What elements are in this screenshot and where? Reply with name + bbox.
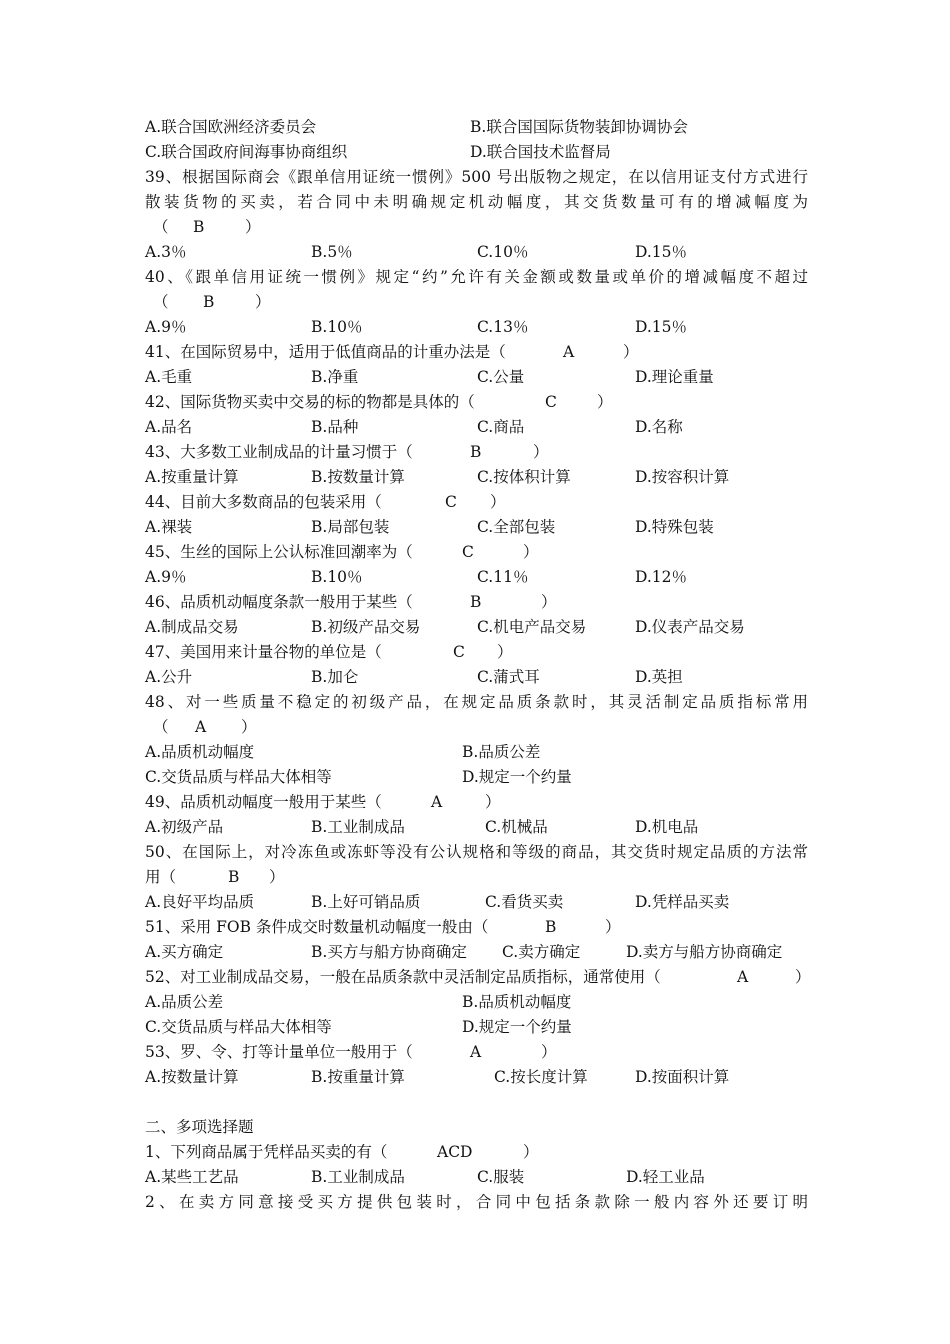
question-52-options-cont bbox=[145, 1015, 808, 1040]
answer: B bbox=[203, 293, 215, 311]
question-text: 47、美国用来计量谷物的单位是（ bbox=[145, 643, 382, 661]
question-39-text: 39、根据国际商会《跟单信用证统一惯例》500 号出版物之规定，在以信用证支付方式进行 bbox=[145, 168, 808, 186]
answer: C bbox=[445, 493, 457, 511]
question-text: 44、目前大多数商品的包装采用（ bbox=[145, 493, 382, 511]
question-47 bbox=[145, 640, 808, 665]
option-c: C.按体积计算 bbox=[477, 468, 571, 486]
question-39-options bbox=[145, 240, 808, 265]
question-52-options bbox=[145, 990, 808, 1015]
paren-close: ） bbox=[623, 343, 639, 361]
section-heading: 二、多项选择题 bbox=[145, 1118, 254, 1136]
answer: A bbox=[431, 793, 443, 811]
option-c: C.交货品质与样品大体相等 bbox=[145, 1018, 332, 1036]
answer: B bbox=[193, 218, 205, 236]
question-44 bbox=[145, 490, 808, 515]
option-a: A.按数量计算 bbox=[145, 1068, 239, 1086]
option-d: D.名称 bbox=[635, 418, 683, 436]
option-b: B.工业制成品 bbox=[311, 818, 405, 836]
option-c: C.机械品 bbox=[485, 818, 548, 836]
option-a: A.品质机动幅度 bbox=[145, 743, 255, 761]
answer: A bbox=[470, 1043, 482, 1061]
option-b: B.买方与船方协商确定 bbox=[311, 943, 467, 961]
option-b: B.初级产品交易 bbox=[311, 618, 421, 636]
option-b: B.10％ bbox=[311, 318, 363, 336]
paren-close: ） bbox=[245, 218, 261, 236]
answer: A bbox=[563, 343, 575, 361]
option-a: A.9％ bbox=[145, 568, 187, 586]
question-51-options bbox=[145, 940, 808, 965]
question-text: 52、对工业制成品交易，一般在品质条款中灵活制定品质指标，通常使用（ bbox=[145, 968, 661, 986]
question-text: 46、品质机动幅度条款一般用于某些（ bbox=[145, 593, 413, 611]
option-a: A.某些工艺品 bbox=[145, 1168, 239, 1186]
answer: B bbox=[470, 593, 482, 611]
option-d: D.凭样品买卖 bbox=[635, 893, 730, 911]
question-51 bbox=[145, 915, 808, 940]
question-48-options bbox=[145, 740, 808, 765]
option-c: C.商品 bbox=[477, 418, 525, 436]
answer: C bbox=[462, 543, 474, 561]
question-52 bbox=[145, 965, 811, 990]
option-c: C.看货买卖 bbox=[485, 893, 564, 911]
paren-close: ） bbox=[269, 868, 285, 886]
option-b: B.品种 bbox=[311, 418, 359, 436]
option-c: C.服装 bbox=[477, 1168, 525, 1186]
option-c: C.13％ bbox=[477, 318, 529, 336]
option-d: D.12％ bbox=[635, 568, 688, 586]
answer: B bbox=[470, 443, 482, 461]
answer: C bbox=[453, 643, 465, 661]
question-48-options-cont bbox=[145, 765, 808, 790]
question-text: 53、罗、令、打等计量单位一般用于（ bbox=[145, 1043, 413, 1061]
option-c: C.卖方确定 bbox=[502, 943, 581, 961]
question-45-options bbox=[145, 565, 808, 590]
option-b: B.5％ bbox=[311, 243, 353, 261]
question-text: 41、在国际贸易中，适用于低值商品的计重办法是（ bbox=[145, 343, 506, 361]
option-c: C.全部包装 bbox=[477, 518, 556, 536]
paren-open: （ bbox=[153, 718, 169, 736]
paren-close: ） bbox=[541, 593, 557, 611]
option-c: C.机电产品交易 bbox=[477, 618, 587, 636]
question-text: 1、下列商品属于凭样品买卖的有（ bbox=[145, 1143, 388, 1161]
question-50-answer-line bbox=[145, 865, 808, 890]
question-45 bbox=[145, 540, 808, 565]
question-48-text: 48、对一些质量不稳定的初级产品，在规定品质条款时，其灵活制定品质指标常用 bbox=[145, 693, 808, 711]
option-d: D.按面积计算 bbox=[635, 1068, 730, 1086]
question-48-answer-line bbox=[145, 715, 808, 740]
question-43-options bbox=[145, 465, 808, 490]
option-d: D.理论重量 bbox=[635, 368, 714, 386]
question-49-options bbox=[145, 815, 808, 840]
question-50-text: 50、在国际上，对冷冻鱼或冻虾等没有公认规格和等级的商品，其交货时规定品质的方法常 bbox=[145, 843, 808, 861]
option-d: D.卖方与船方协商确定 bbox=[626, 943, 783, 961]
option-c: C.公量 bbox=[477, 368, 525, 386]
option-a: A.9％ bbox=[145, 318, 187, 336]
question-53-options bbox=[145, 1065, 808, 1090]
option-d: D.英担 bbox=[635, 668, 683, 686]
paren-close: ） bbox=[255, 293, 271, 311]
option-c: C.蒲式耳 bbox=[477, 668, 540, 686]
option-d: D.仪表产品交易 bbox=[635, 618, 745, 636]
option-d: D.轻工业品 bbox=[626, 1168, 705, 1186]
option-a: A.裸装 bbox=[145, 518, 193, 536]
question-49 bbox=[145, 790, 808, 815]
answer: C bbox=[545, 393, 557, 411]
question-41 bbox=[145, 340, 808, 365]
question-text-cont: 用（ bbox=[145, 868, 177, 886]
options-row bbox=[145, 115, 808, 140]
question-text: 45、生丝的国际上公认标准回潮率为（ bbox=[145, 543, 413, 561]
paren-open: （ bbox=[153, 293, 169, 311]
option-a: A.联合国欧洲经济委员会 bbox=[145, 118, 317, 136]
option-b: B.工业制成品 bbox=[311, 1168, 405, 1186]
multi-question-2-text: 2、在卖方同意接受买方提供包装时，合同中包括条款除一般内容外还要订明 bbox=[145, 1193, 808, 1211]
option-d: D.15％ bbox=[635, 243, 688, 261]
option-d: D.特殊包装 bbox=[635, 518, 714, 536]
option-b: B.加仑 bbox=[311, 668, 359, 686]
question-53 bbox=[145, 1040, 808, 1065]
paren-close: ） bbox=[485, 793, 501, 811]
option-c: C.10％ bbox=[477, 243, 529, 261]
option-c: C.11％ bbox=[477, 568, 529, 586]
question-46 bbox=[145, 590, 808, 615]
question-41-options bbox=[145, 365, 808, 390]
option-c: C.联合国政府间海事协商组织 bbox=[145, 143, 348, 161]
question-40-options bbox=[145, 315, 808, 340]
question-47-options bbox=[145, 665, 808, 690]
option-c: C.交货品质与样品大体相等 bbox=[145, 768, 332, 786]
question-text: 51、采用 FOB 条件成交时数量机动幅度一般由（ bbox=[145, 918, 489, 936]
question-text: 42、国际货物买卖中交易的标的物都是具体的（ bbox=[145, 393, 475, 411]
options-row bbox=[145, 140, 808, 165]
paren-close: ） bbox=[795, 968, 811, 986]
option-d: D.15％ bbox=[635, 318, 688, 336]
option-b: B.联合国国际货物装卸协调协会 bbox=[470, 118, 688, 136]
question-42 bbox=[145, 390, 808, 415]
option-a: A.制成品交易 bbox=[145, 618, 239, 636]
multi-question-1 bbox=[145, 1140, 808, 1165]
option-a: A.3％ bbox=[145, 243, 187, 261]
option-a: A.品名 bbox=[145, 418, 193, 436]
paren-close: ） bbox=[490, 493, 506, 511]
option-a: A.品质公差 bbox=[145, 993, 224, 1011]
option-a: A.良好平均品质 bbox=[145, 893, 255, 911]
paren-close: ） bbox=[541, 1043, 557, 1061]
option-d: D.规定一个约量 bbox=[462, 1018, 572, 1036]
multi-question-1-options bbox=[145, 1165, 808, 1190]
answer: A bbox=[195, 718, 207, 736]
option-c: C.按长度计算 bbox=[494, 1068, 588, 1086]
option-a: A.毛重 bbox=[145, 368, 193, 386]
question-text: 43、大多数工业制成品的计量习惯于（ bbox=[145, 443, 413, 461]
question-40-answer-line bbox=[145, 290, 808, 315]
question-46-options bbox=[145, 615, 808, 640]
option-b: B.品质机动幅度 bbox=[462, 993, 572, 1011]
paren-close: ） bbox=[523, 1143, 539, 1161]
option-d: D.联合国技术监督局 bbox=[470, 143, 611, 161]
question-42-options bbox=[145, 415, 808, 440]
question-43 bbox=[145, 440, 808, 465]
option-b: B.上好可销品质 bbox=[311, 893, 421, 911]
answer: ACD bbox=[437, 1143, 473, 1161]
option-b: B.品质公差 bbox=[462, 743, 541, 761]
option-a: A.初级产品 bbox=[145, 818, 224, 836]
option-d: D.机电品 bbox=[635, 818, 699, 836]
question-39-answer-line bbox=[145, 215, 808, 240]
option-a: A.公升 bbox=[145, 668, 193, 686]
question-44-options bbox=[145, 515, 808, 540]
answer: A bbox=[737, 968, 749, 986]
option-b: B.净重 bbox=[311, 368, 359, 386]
paren-close: ） bbox=[597, 393, 613, 411]
option-b: B.按重量计算 bbox=[311, 1068, 405, 1086]
option-d: D.按容积计算 bbox=[635, 468, 730, 486]
question-50-options bbox=[145, 890, 808, 915]
option-a: A.按重量计算 bbox=[145, 468, 239, 486]
answer: B bbox=[545, 918, 557, 936]
option-b: B.局部包装 bbox=[311, 518, 390, 536]
option-a: A.买方确定 bbox=[145, 943, 224, 961]
option-d: D.规定一个约量 bbox=[462, 768, 572, 786]
paren-close: ） bbox=[241, 718, 257, 736]
question-39-text-cont: 散装货物的买卖，若合同中未明确规定机动幅度，其交货数量可有的增减幅度为 bbox=[145, 193, 808, 211]
question-text: 49、品质机动幅度一般用于某些（ bbox=[145, 793, 382, 811]
paren-close: ） bbox=[523, 543, 539, 561]
option-b: B.按数量计算 bbox=[311, 468, 405, 486]
option-b: B.10％ bbox=[311, 568, 363, 586]
question-40-text: 40、《跟单信用证统一惯例》规定“约”允许有关金额或数量或单价的增减幅度不超过 bbox=[145, 268, 808, 286]
paren-open: （ bbox=[153, 218, 169, 236]
answer: B bbox=[228, 868, 240, 886]
paren-close: ） bbox=[605, 918, 621, 936]
paren-close: ） bbox=[533, 443, 549, 461]
paren-close: ） bbox=[497, 643, 513, 661]
